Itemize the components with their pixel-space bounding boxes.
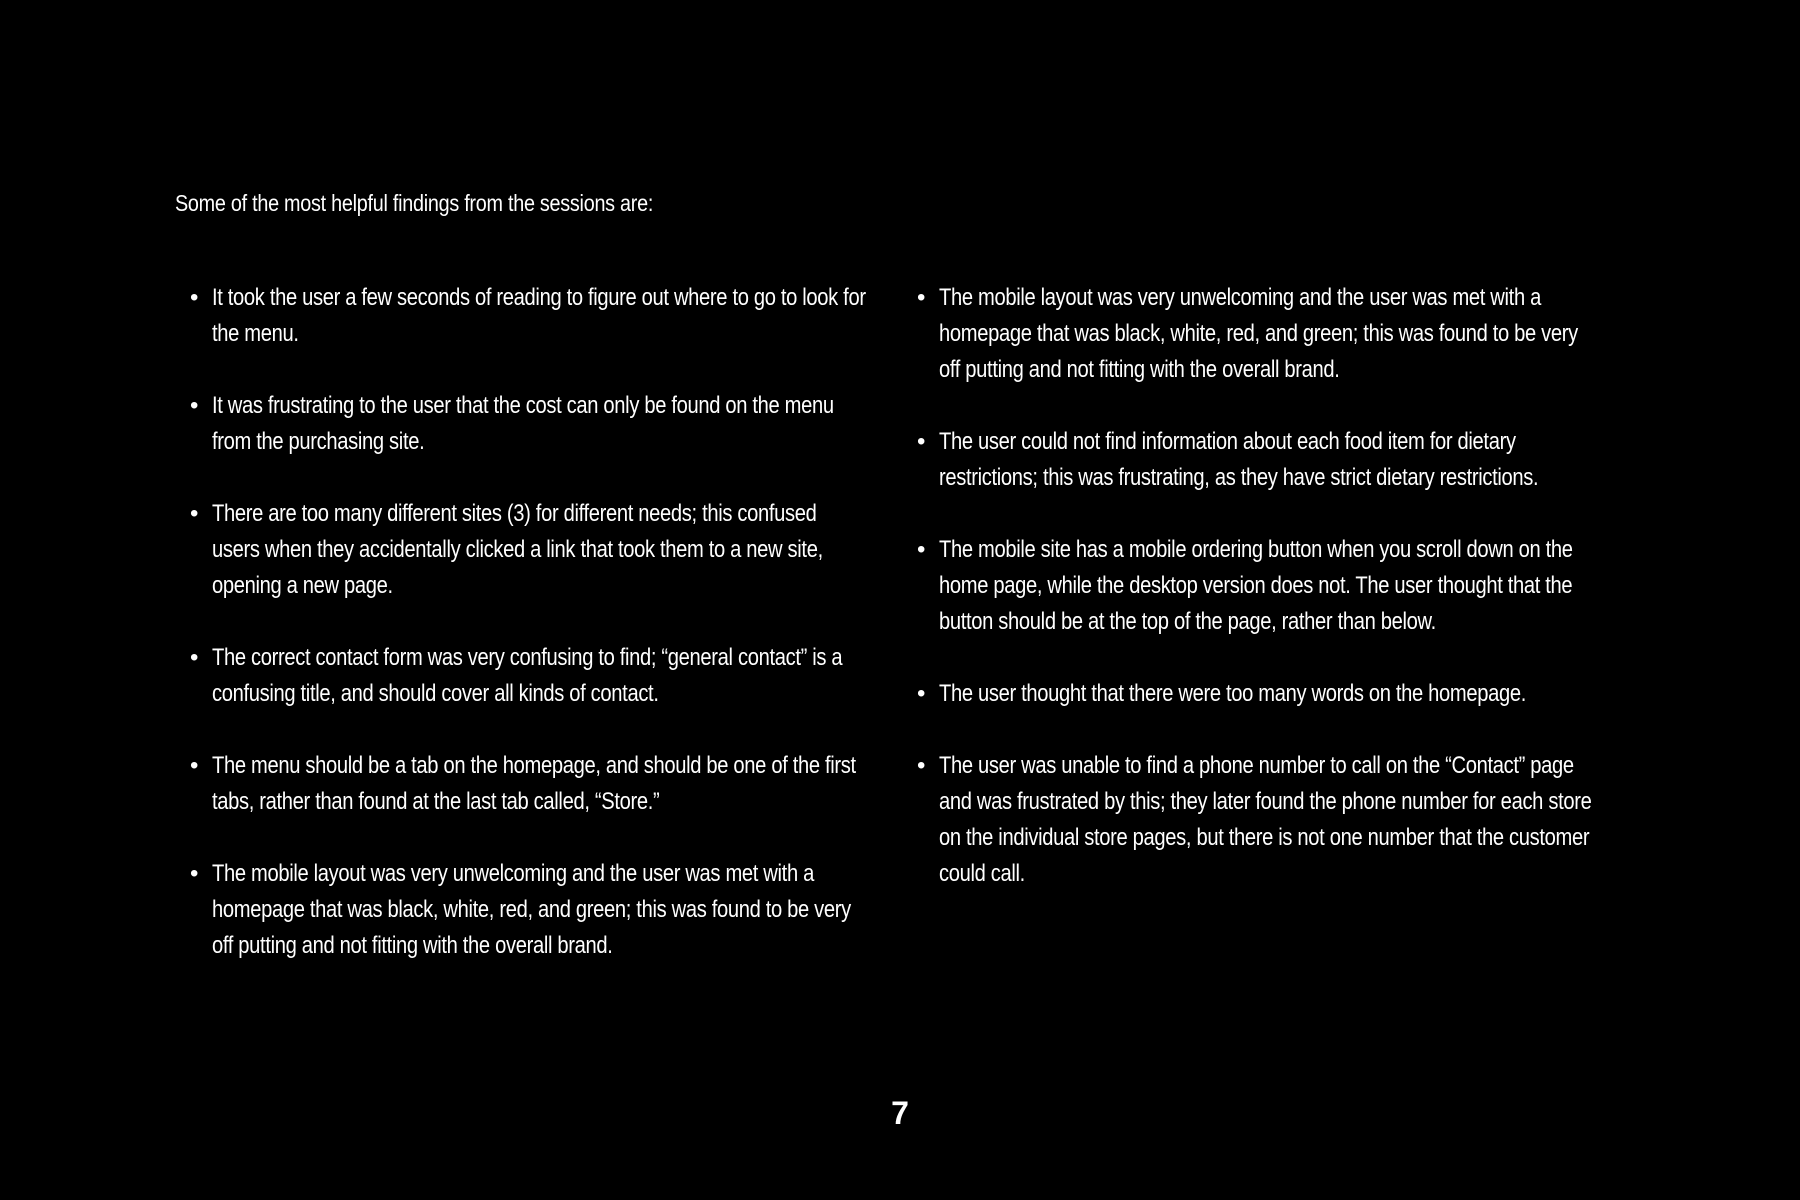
list-item bbox=[917, 676, 1617, 712]
bullet: • bbox=[917, 284, 926, 311]
list-item bbox=[190, 748, 860, 820]
bullet: • bbox=[917, 752, 926, 779]
bullet: • bbox=[190, 284, 199, 311]
bullet: • bbox=[190, 500, 199, 527]
list-item bbox=[190, 856, 860, 964]
finding-text: The user could not find information about each food item for dietary restrictions; this was frustrating, as they have strict dietary restrictions. bbox=[939, 428, 1539, 491]
page-number: 7 bbox=[891, 1095, 909, 1131]
findings-list-right bbox=[917, 280, 1617, 928]
bullet: • bbox=[190, 860, 199, 887]
finding-text: The correct contact form was very confusing to find; “general contact” is a confusing title, and should cover all kinds of contact. bbox=[212, 644, 843, 707]
finding-text: There are too many different sites (3) for different needs; this confused users when they accidentally clicked a link that took them to a new site, opening a new page. bbox=[212, 500, 823, 599]
bullet: • bbox=[190, 644, 199, 671]
finding-text: The user was unable to find a phone number to call on the “Contact” page and was frustrated by this; they later found the phone number for each store on the individual store pages, but there is not one number that the customer could call. bbox=[939, 752, 1592, 887]
list-item bbox=[917, 424, 1617, 496]
finding-text: It took the user a few seconds of reading to figure out where to go to look for the menu. bbox=[212, 284, 866, 347]
list-item bbox=[190, 640, 860, 712]
list-item bbox=[190, 280, 866, 352]
finding-text: The menu should be a tab on the homepage, and should be one of the first tabs, rather than found at the last tab called, “Store.” bbox=[212, 752, 856, 815]
bullet: • bbox=[190, 392, 199, 419]
finding-text: The mobile layout was very unwelcoming and the user was met with a homepage that was black, white, red, and green; this was found to be very off putting and not fitting with the overall brand. bbox=[212, 860, 851, 959]
intro-text: Some of the most helpful findings from the sessions are: bbox=[175, 190, 654, 216]
finding-text: The mobile site has a mobile ordering button when you scroll down on the home page, while the desktop version does not. The user thought that the button should be at the top of the page, rather than below. bbox=[939, 536, 1573, 635]
list-item bbox=[917, 532, 1617, 640]
bullet: • bbox=[190, 752, 199, 779]
bullet: • bbox=[917, 536, 926, 563]
list-item bbox=[917, 280, 1617, 388]
list-item bbox=[190, 496, 860, 604]
finding-text: The mobile layout was very unwelcoming and the user was met with a homepage that was black, white, red, and green; this was found to be very off putting and not fitting with the overall brand. bbox=[939, 284, 1578, 383]
findings-list-left bbox=[190, 280, 866, 1000]
bullet: • bbox=[917, 680, 926, 707]
list-item bbox=[917, 748, 1617, 892]
bullet: • bbox=[917, 428, 926, 455]
list-item bbox=[190, 388, 860, 460]
finding-text: It was frustrating to the user that the cost can only be found on the menu from the purchasing site. bbox=[212, 392, 834, 455]
finding-text: The user thought that there were too many words on the homepage. bbox=[939, 680, 1527, 707]
